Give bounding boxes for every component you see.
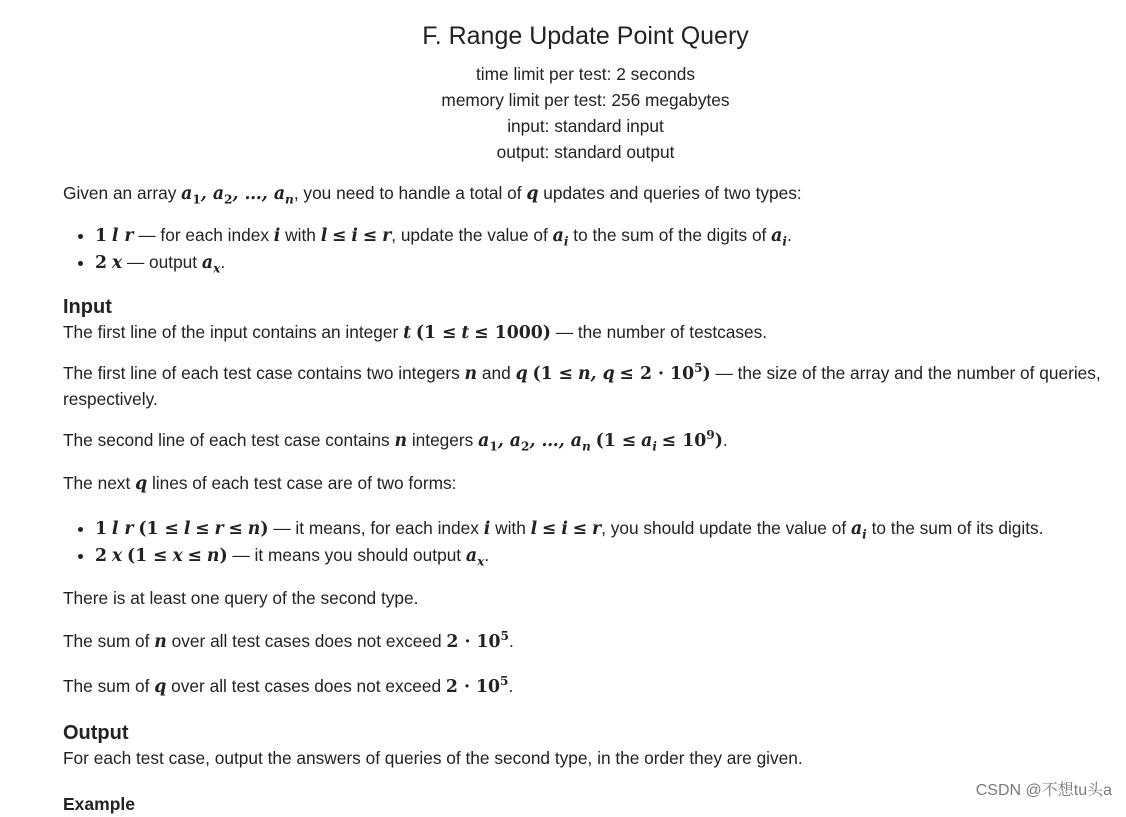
list-item: • 1 l r (1 ≤ l ≤ r ≤ n) — it means, for each index i with l ≤ i ≤ r, you should update the value of $a_i$ to the sum of its digits.	[95, 515, 1108, 542]
legend-intro: Given an array $a_1$, $a_2$, …, $a_n$, you need to handle a total of q updates and queries of two types:	[63, 182, 802, 206]
list-item: • 2 x — output $a_x$.	[95, 249, 1108, 276]
problem-statement	[63, 0, 1108, 817]
input-line-7: The sum of q over all test cases does not exceed $2 \cdot 10^5$.	[63, 674, 514, 698]
input-line-3: The second line of each test case contains n integers $a_1$, $a_2$, …, $a_n$ $(1 \le a_i \le 10^9)$.	[63, 428, 728, 454]
output-text: For each test case, output the answers of queries of the second type, in the order they are given.	[63, 748, 803, 769]
input-line-6: The sum of n over all test cases does not exceed $2 \cdot 10^5$.	[63, 629, 514, 653]
input-heading: Input	[63, 296, 112, 319]
memory-limit: memory limit per test: 256 megabytes	[441, 89, 730, 110]
output-heading: Output	[63, 722, 129, 745]
problem-title: F. Range Update Point Query	[422, 22, 749, 50]
input-line-4: The next q lines of each test case are of two forms:	[63, 473, 457, 495]
query-types-list	[63, 222, 1108, 276]
input-spec: input: standard input	[507, 115, 664, 136]
input-line-2: The first line of each test case contains two integers n and q (1 ≤ n, $q \le 2 \cdot 10^5$) — the size of the array and the number of queries, respectively.	[63, 361, 1101, 410]
list-item: • 2 x (1 ≤ x ≤ n) — it means you should output $a_x$.	[95, 542, 1108, 569]
time-limit: time limit per test: 2 seconds	[476, 63, 695, 84]
query-forms-list	[63, 515, 1108, 569]
example-heading: Example	[63, 794, 135, 814]
input-line-5: There is at least one query of the second type.	[63, 588, 419, 609]
input-line-1: The first line of the input contains an integer t (1 ≤ t ≤ 1000) — the number of testcases.	[63, 322, 768, 344]
output-spec: output: standard output	[496, 141, 675, 162]
problem-limits	[63, 61, 1108, 165]
watermark: CSDN @不想tu头a	[975, 782, 1112, 799]
list-item: • 1 l r — for each index i with l ≤ i ≤ r, update the value of $a_i$ to the sum of the digits of $a_i$.	[95, 222, 1108, 249]
